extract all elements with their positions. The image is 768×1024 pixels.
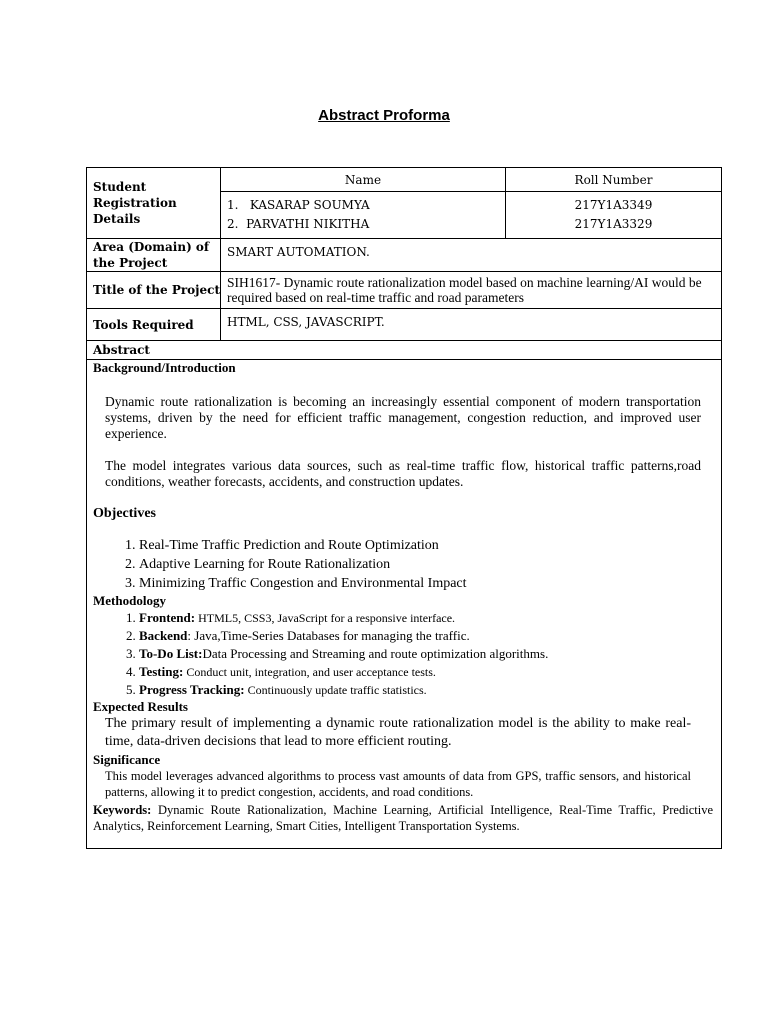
roll-number-column-header: Roll Number — [506, 168, 722, 192]
expected-results-heading: Expected Results — [93, 699, 188, 714]
student-rolls — [506, 192, 722, 239]
area-value: SMART AUTOMATION. — [221, 239, 722, 272]
student-header-row — [87, 168, 722, 192]
keywords-value: Dynamic Route Rationalization, Machine Learning, Artificial Intelligence, Real-Time Traffic, Predictive Analytics, Reinforcement Learning, Smart Cities, Intelligent Transportation Systems. — [93, 803, 713, 833]
area-row — [87, 239, 722, 272]
abstract-label: Abstract — [87, 341, 722, 360]
proforma-table — [86, 167, 722, 849]
expected-results-paragraph: The primary result of implementing a dynamic route rationalization model is the ability to make real-time, data-driven decisions that lead to more efficient routing. — [105, 716, 691, 749]
list-item: 2. Adaptive Learning for Route Rationalization — [139, 555, 713, 574]
student-names — [221, 192, 506, 239]
keywords-paragraph — [93, 802, 713, 834]
student-name: 1. KASARAP SOUMYA — [227, 198, 370, 212]
tools-value: HTML, CSS, JAVASCRIPT. — [221, 309, 722, 341]
tools-row — [87, 309, 722, 341]
keywords-label: Keywords: — [93, 803, 152, 817]
name-column-header: Name — [221, 168, 506, 192]
methodology-list — [93, 609, 713, 699]
area-label: Area (Domain) of the Project — [87, 239, 221, 272]
methodology-heading: Methodology — [93, 593, 166, 608]
tools-label: Tools Required — [87, 309, 221, 341]
list-item: 1. Real-Time Traffic Prediction and Route Optimization — [139, 536, 713, 555]
abstract-body-row — [87, 360, 722, 849]
abstract-header-row — [87, 341, 722, 360]
objectives-heading: Objectives — [93, 506, 156, 521]
student-registration-label: Student Registration Details — [87, 168, 221, 239]
objectives-list — [93, 536, 713, 593]
data-sources-paragraph: The model integrates various data sources, such as real-time traffic flow, historical traffic patterns,road conditions, weather forecasts, accidents, and construction updates. — [105, 458, 701, 489]
roll-number: 217Y1A3349 — [574, 198, 653, 212]
background-heading: Background/Introduction — [93, 360, 236, 375]
significance-paragraph: This model leverages advanced algorithms to process vast amounts of data from GPS, traffic sensors, and historical patterns, allowing it to predict congestion, accidents, and road conditions. — [105, 769, 691, 799]
project-title-value: SIH1617- Dynamic route rationalization model based on machine learning/AI would be required based on real-time traffic and road parameters — [221, 272, 722, 309]
roll-number: 217Y1A3329 — [574, 217, 653, 231]
student-name: 2. PARVATHI NIKITHA — [227, 217, 370, 231]
significance-heading: Significance — [93, 752, 161, 767]
list-item: 3. To-Do List:Data Processing and Streaming and route optimization algorithms. — [139, 645, 713, 663]
background-paragraph: Dynamic route rationalization is becoming an increasingly essential component of modern transportation systems, driven by the need for efficient traffic management, congestion reduction, and improved user experience. — [105, 394, 701, 441]
project-title-label: Title of the Project — [87, 272, 221, 309]
project-title-row — [87, 272, 722, 309]
list-item: 4. Testing: Conduct unit, integration, and user acceptance tests. — [139, 663, 713, 681]
list-item: 5. Progress Tracking: Continuously update traffic statistics. — [139, 681, 713, 699]
list-item: 2. Backend: Java,Time-Series Databases for managing the traffic. — [139, 627, 713, 645]
list-item: 1. Frontend: HTML5, CSS3, JavaScript for a responsive interface. — [139, 609, 713, 627]
abstract-body — [87, 360, 722, 849]
page-title: Abstract Proforma — [318, 107, 450, 124]
list-item: 3. Minimizing Traffic Congestion and Environmental Impact — [139, 574, 713, 593]
